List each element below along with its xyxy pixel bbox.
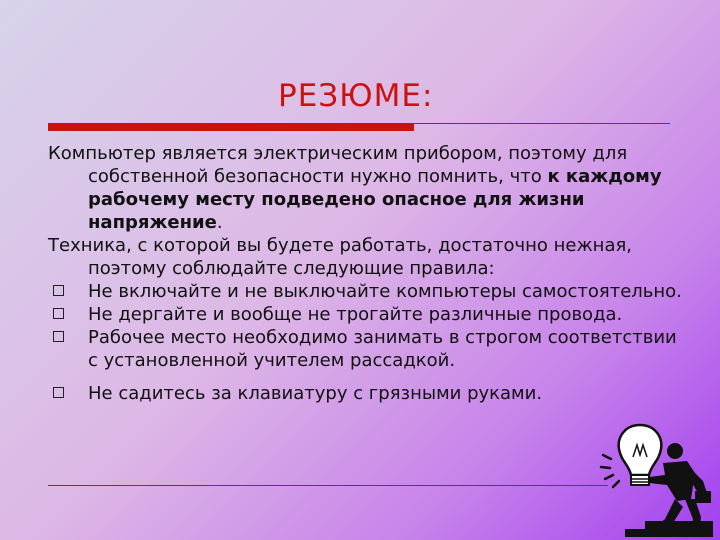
paragraph-rules-intro: Техника, с которой вы будете работать, достаточно нежная, поэтому соблюдайте следующие правила: [48, 235, 633, 279]
paragraph-safety-bold: к каждому рабочему месту подведено опасное для жизни напряжение [88, 166, 662, 233]
rule-text: Не включайте и не выключайте компьютеры самостоятельно. [88, 281, 682, 302]
checkbox-bullet-icon [53, 285, 64, 296]
checkbox-bullet-icon [53, 308, 64, 319]
man-with-lightbulb-icon [595, 415, 713, 537]
paragraph-safety-end: . [216, 212, 223, 233]
bottom-divider [48, 485, 608, 486]
paragraph-safety-text: Компьютер является электрическим прибором, поэтому для собственной безопасности нужно помнить, что [48, 143, 628, 187]
rule-item [48, 280, 688, 303]
slide-title: РЕЗЮМЕ: [278, 78, 434, 114]
slide-body [48, 142, 688, 405]
rule-item [48, 326, 688, 372]
checkbox-bullet-icon [53, 331, 64, 342]
rule-item [48, 303, 688, 326]
rule-item [48, 382, 688, 405]
rule-text: Не садитесь за клавиатуру с грязными руками. [88, 383, 543, 404]
checkbox-bullet-icon [53, 387, 64, 398]
paragraph-safety [48, 142, 688, 234]
title-divider-thick [48, 124, 414, 131]
rule-text: Не дергайте и вообще не трогайте различные провода. [88, 304, 623, 325]
rule-text: Рабочее место необходимо занимать в строгом соответствии с установленной учителем рассадкой. [88, 327, 677, 371]
